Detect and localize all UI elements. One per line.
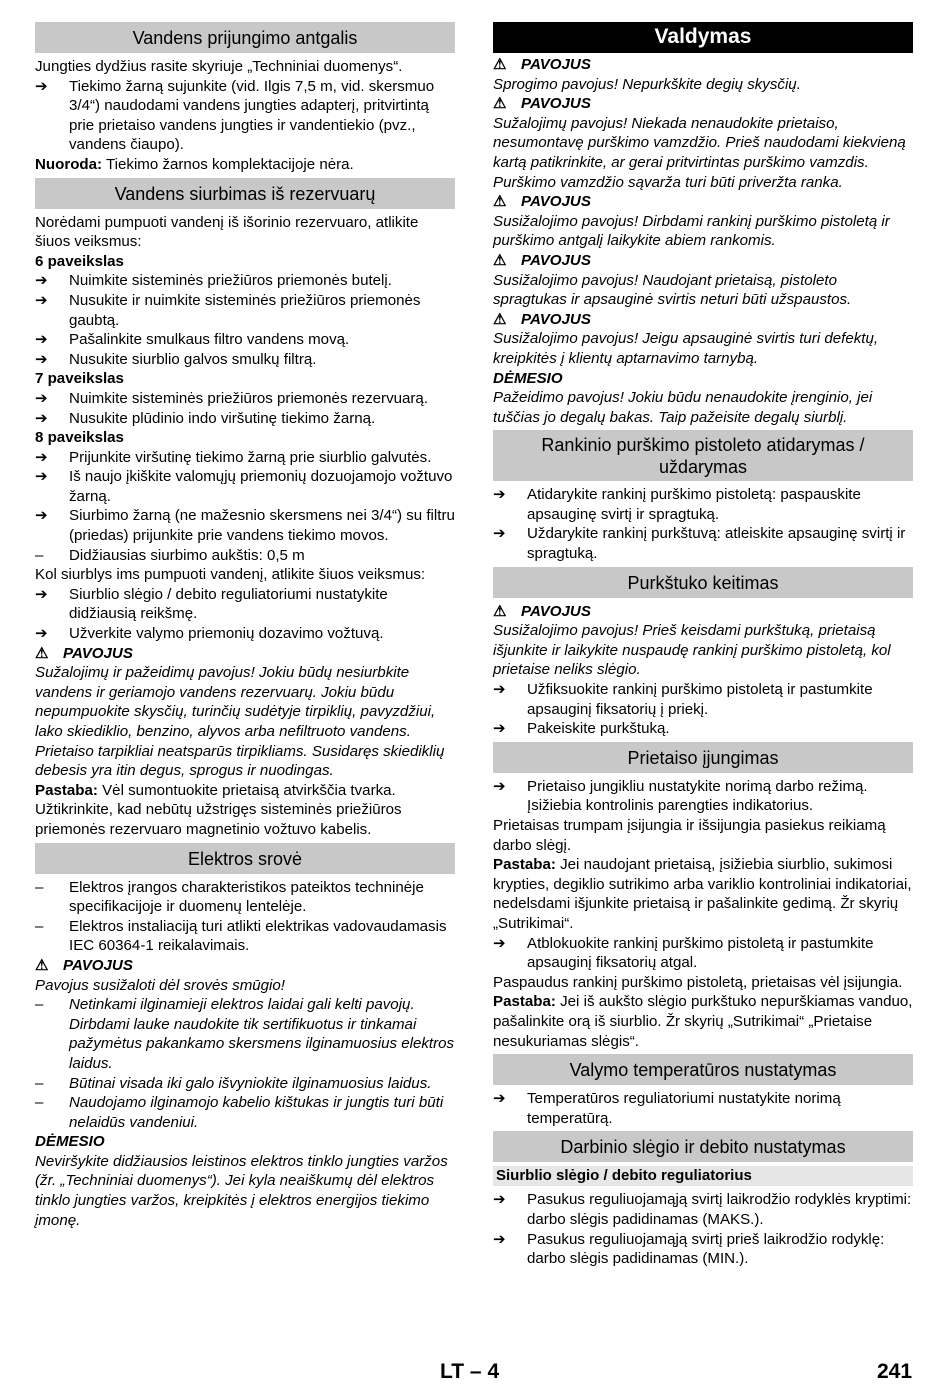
item-text: Siurbimo žarną (ne mažesnio skersmens nei 3/4“) su filtru (priedas) prijunkite prie vandens tiekimo movos. — [69, 507, 455, 545]
list-item — [35, 1074, 455, 1094]
item-text: Nusukite plūdinio indo viršutinę tiekimo žarną. — [69, 409, 376, 427]
dash-bullet: – — [35, 878, 44, 896]
figure-label: 8 paveikslas — [35, 429, 124, 447]
step-item — [493, 719, 913, 739]
item-text: Tiekimo žarną sujunkite (vid. Ilgis 7,5 m, vid. skersmuo 3/4“) naudodami vandens jungties adapterį, pritvirtintą prie prietaiso vandens jungties ir vandentiekio (pvz., vandens čiaupo). — [69, 77, 435, 154]
item-text: Atblokuokite rankinį purškimo pistoletą ir pastumkite apsauginį fiksatorių atgal. — [527, 934, 874, 972]
danger-label — [493, 192, 913, 212]
section-heading: Rankinio purškimo pistoleto atidarymas / uždarymas — [493, 430, 913, 481]
step-item — [493, 777, 913, 816]
note-text: Jei naudojant prietaisą, įsižiebia siurblio, sukimosi krypties, degiklio sutrikimo arba variklio kontroliniai indikatoriai, nedelsdami išjunkite prietaisą ir pašalinkite gedimą. Žr skyrių „Sutrikimai“. — [493, 856, 912, 932]
item-text: Elektros įrangos charakteristikos pateiktos techninėje specifikacijoje ir duomenų lentelėje. — [69, 878, 424, 916]
arrow-icon: ➔ — [35, 507, 48, 525]
arrow-icon: ➔ — [493, 934, 506, 952]
step-item — [493, 485, 913, 524]
item-text: Netinkami ilginamieji elektros laidai gali kelti pavojų. Dirbdami lauke naudokite tik sertifikuotus ir tinkamai pažymėtus pakankamo skersmens ilginamuosius elektros laidus. — [69, 996, 455, 1072]
warning-icon: ⚠ — [493, 95, 507, 113]
item-text: Pašalinkite smulkaus filtro vandens movą. — [69, 331, 350, 349]
item-text: Prietaiso jungikliu nustatykite norimą darbo režimą. Įsižiebia kontrolinis parengties indikatorius. — [527, 777, 868, 815]
arrow-icon: ➔ — [493, 486, 506, 504]
list-item — [35, 1093, 455, 1132]
danger-label-text: PAVOJUS — [521, 310, 591, 328]
danger-label — [35, 956, 455, 976]
note-text: Vėl sumontuokite prietaisą atvirkščia tvarka. Užtikrinkite, kad nebūtų užstrigęs sisteminės priežiūros priemonės rezervuaro magnetinio vožtuvo kabelis. — [35, 781, 402, 838]
arrow-icon: ➔ — [493, 777, 506, 795]
section-heading: Vandens siurbimas iš rezervuarų — [35, 178, 455, 209]
section-heading: Valymo temperatūros nustatymas — [493, 1054, 913, 1085]
arrow-icon: ➔ — [493, 1191, 506, 1209]
arrow-icon: ➔ — [35, 625, 48, 643]
danger-label — [493, 251, 913, 271]
step-item — [35, 271, 455, 291]
danger-label-text: PAVOJUS — [63, 956, 133, 974]
arrow-icon: ➔ — [493, 1090, 506, 1108]
item-text: Nusukite ir nuimkite sisteminės priežiūros priemonės gaubtą. — [69, 291, 421, 329]
note-text: Jei iš aukšto slėgio purkštuko nepurškiamas vanduo, pašalinkite orą iš siurblio. Žr skyrių „Sutrikimai“ „Prietaise nesukuriamas slėgis“. — [493, 993, 913, 1050]
arrow-icon: ➔ — [35, 468, 48, 486]
danger-label-text: PAVOJUS — [521, 95, 591, 113]
list-item — [35, 546, 455, 566]
arrow-icon: ➔ — [35, 291, 48, 309]
danger-label-text: PAVOJUS — [521, 193, 591, 211]
warning-icon: ⚠ — [493, 310, 507, 328]
step-item — [493, 524, 913, 563]
page-code: LT – 4 — [440, 1360, 500, 1383]
left-column — [35, 22, 455, 1230]
danger-label — [35, 644, 455, 664]
step-item — [35, 585, 455, 624]
danger-label-text: PAVOJUS — [521, 56, 591, 73]
arrow-icon: ➔ — [35, 77, 48, 95]
warning-text: Susižalojimo pavojus! Prieš keisdami purkštuką, prietaisą išjunkite ir laikykite nuspaudę rankinį purškimo pistoletą, kol prietaise neliks slėgio. — [493, 622, 891, 679]
arrow-icon: ➔ — [35, 409, 48, 427]
item-text: Užfiksuokite rankinį purškimo pistoletą ir pastumkite apsauginį fiksatorių į priekį. — [527, 681, 873, 718]
attention-label: DĖMESIO — [493, 369, 563, 387]
warning-text: Sužalojimų ir pažeidimų pavojus! Jokiu būdų nesiurbkite vandens ir geriamojo vandens rezervuarų. Jokiu būdu nepumpuokite skysčių, turinčių sudėtyje tirpiklių, pavyzdžiui, lako skiediklio, benzino, alyvos arba nefiltruoto vandens. Prietaiso tarpikliai neatsparūs tirpikliams. Susidaręs skiediklių debesis yra itin degus, sprogus ir nuodingas. — [35, 664, 445, 780]
item-text: Pasukus reguliuojamąją svirtį laikrodžio rodyklės kryptimi: darbo slėgis padidinamas (MAKS.). — [527, 1191, 912, 1228]
danger-label — [493, 55, 913, 75]
note-label: Pastaba: — [493, 993, 556, 1011]
arrow-icon: ➔ — [35, 331, 48, 349]
section-heading: Elektros srovė — [35, 843, 455, 874]
warning-icon: ⚠ — [35, 956, 49, 974]
list-item — [35, 878, 455, 917]
dash-bullet: – — [35, 546, 44, 564]
step-item — [35, 467, 455, 506]
note — [493, 855, 913, 933]
note — [35, 155, 455, 175]
paragraph: Jungties dydžius rasite skyriuje „Techniniai duomenys“. — [35, 58, 403, 75]
item-text: Būtinai visada iki galo išvyniokite ilginamuosius laidus. — [69, 1074, 432, 1092]
step-item — [35, 624, 455, 644]
warning-text: Pažeidimo pavojus! Jokiu būdu nenaudokite įrenginio, jei tuščias jo degalų bakas. Taip pažeisite degalų siurblį. — [493, 389, 873, 426]
item-text: Temperatūros reguliatoriumi nustatykite norimą temperatūrą. — [527, 1090, 841, 1127]
attention-label: DĖMESIO — [35, 1133, 105, 1151]
danger-label — [493, 310, 913, 330]
arrow-icon: ➔ — [35, 389, 48, 407]
warning-icon: ⚠ — [493, 56, 507, 73]
warning-text: Susižalojimo pavojus! Jeigu apsauginė svirtis turi defektų, kreipkitės į klientų aptarnavimo tarnybą. — [493, 330, 879, 367]
dash-bullet: – — [35, 1074, 44, 1092]
arrow-icon: ➔ — [35, 448, 48, 466]
item-text: Nuimkite sisteminės priežiūros priemonės butelį. — [69, 272, 392, 290]
list-item — [35, 917, 455, 956]
warning-icon: ⚠ — [35, 644, 49, 662]
warning-text: Susižalojimo pavojus! Naudojant prietaisą, pistoleto spragtukas ir apsauginė svirtis neturi būti užspaustos. — [493, 271, 852, 309]
arrow-icon: ➔ — [493, 720, 506, 738]
subsection-heading: Siurblio slėgio / debito reguliatorius — [493, 1166, 913, 1186]
note-text: Tiekimo žarnos komplektacijoje nėra. — [102, 155, 354, 173]
note-label: Nuoroda: — [35, 155, 103, 173]
section-heading: Vandens prijungimo antgalis — [35, 22, 455, 53]
danger-label-text: PAVOJUS — [63, 644, 133, 662]
paragraph: Paspaudus rankinį purškimo pistoletą, prietaisas vėl įsijungia. — [493, 973, 903, 991]
step-item — [493, 680, 913, 719]
step-item — [493, 934, 913, 973]
dash-bullet: – — [35, 996, 44, 1014]
chapter-heading: Valdymas — [493, 22, 913, 53]
step-item — [35, 291, 455, 330]
arrow-icon: ➔ — [35, 350, 48, 368]
step-item — [35, 389, 455, 409]
danger-label — [493, 94, 913, 114]
arrow-icon: ➔ — [493, 525, 506, 543]
danger-label — [493, 602, 913, 622]
paragraph: Prietaisas trumpam įsijungia ir išsijungia pasiekus reikiamą darbo slėgį. — [493, 817, 886, 854]
item-text: Uždarykite rankinį purkštuvą: atleiskite apsauginę svirtį ir spragtuką. — [527, 525, 906, 563]
step-item — [35, 506, 455, 545]
warning-text: Pavojus susižaloti dėl srovės smūgio! — [35, 976, 285, 994]
section-heading: Darbinio slėgio ir debito nustatymas — [493, 1131, 913, 1162]
item-text: Elektros instaliaciją turi atlikti elektrikas vadovaudamasis IEC 60364-1 reikalavimais. — [69, 917, 447, 955]
item-text: Nusukite siurblio galvos smulkų filtrą. — [69, 350, 317, 368]
warning-text: Sužalojimų pavojus! Niekada nenaudokite prietaiso, nesumontavę purškimo vamzdžio. Prieš naudodami kiekvieną kartą patikrinkite, ar gerai pritvirtintas purškimo vamzdis. Purškimo vamzdžio sąvarža turi būti priveržta ranka. — [493, 114, 906, 191]
warning-text: Sprogimo pavojus! Nepurkškite degių skysčių. — [493, 75, 801, 93]
step-item — [493, 1089, 913, 1128]
list-item — [35, 995, 455, 1073]
warning-text: Neviršykite didžiausios leistinos elektros tinklo jungties varžos (žr. „Techniniai duomenys“). Jei kyla neaiškumų dėl elektros tinklo jungties varžos, kreipkitės į elektros energijos tiekimo įmonę. — [35, 1152, 448, 1229]
paragraph: Kol siurblys ims pumpuoti vandenį, atlikite šiuos veiksmus: — [35, 566, 426, 584]
note-label: Pastaba: — [35, 781, 98, 799]
arrow-icon: ➔ — [35, 272, 48, 290]
item-text: Iš naujo įkiškite valomųjų priemonių dozuojamojo vožtuvo žarną. — [69, 468, 453, 505]
step-item — [35, 330, 455, 350]
warning-icon: ⚠ — [493, 251, 507, 269]
item-text: Pakeiskite purkštuką. — [527, 720, 670, 738]
step-item — [35, 448, 455, 468]
danger-label-text: PAVOJUS — [521, 251, 591, 269]
step-item — [35, 409, 455, 429]
paragraph: Norėdami pumpuoti vandenį iš išorinio rezervuaro, atlikite šiuos veiksmus: — [35, 213, 419, 251]
dash-bullet: – — [35, 917, 44, 935]
note — [35, 781, 455, 840]
dash-bullet: – — [35, 1094, 44, 1112]
figure-label: 6 paveikslas — [35, 252, 124, 270]
item-text: Naudojamo ilginamojo kabelio kištukas ir jungtis turi būti nelaidūs vandeniui. — [69, 1094, 444, 1131]
item-text: Siurblio slėgio / debito reguliatoriumi nustatykite didžiausią reikšmę. — [69, 585, 388, 623]
right-column — [493, 22, 913, 1269]
step-item — [493, 1230, 913, 1269]
item-text: Didžiausias siurbimo aukštis: 0,5 m — [69, 546, 305, 564]
item-text: Prijunkite viršutinę tiekimo žarną prie siurblio galvutės. — [69, 448, 432, 466]
item-text: Užverkite valymo priemonių dozavimo vožtuvą. — [69, 625, 384, 643]
section-heading: Purkštuko keitimas — [493, 567, 913, 598]
item-text: Nuimkite sisteminės priežiūros priemonės rezervuarą. — [69, 389, 429, 407]
arrow-icon: ➔ — [35, 585, 48, 603]
step-item — [35, 350, 455, 370]
figure-label: 7 paveikslas — [35, 370, 124, 388]
warning-icon: ⚠ — [493, 602, 507, 620]
note-label: Pastaba: — [493, 856, 556, 874]
step-item — [493, 1190, 913, 1229]
note — [493, 992, 913, 1051]
warning-text: Susižalojimo pavojus! Dirbdami rankinį purškimo pistoletą ir purškimo antgalį laikykite abiem rankomis. — [493, 212, 890, 250]
section-heading: Prietaiso įjungimas — [493, 742, 913, 773]
item-text: Pasukus reguliuojamąją svirtį prieš laikrodžio rodyklę: darbo slėgis padidinamas (MIN.). — [527, 1230, 885, 1268]
page-number: 241 — [877, 1360, 913, 1383]
step-item — [35, 77, 455, 155]
arrow-icon: ➔ — [493, 1230, 506, 1248]
arrow-icon: ➔ — [493, 681, 506, 699]
item-text: Atidarykite rankinį purškimo pistoletą: paspauskite apsauginę svirtį ir spragtuką. — [527, 486, 861, 523]
danger-label-text: PAVOJUS — [521, 602, 591, 620]
warning-icon: ⚠ — [493, 193, 507, 211]
